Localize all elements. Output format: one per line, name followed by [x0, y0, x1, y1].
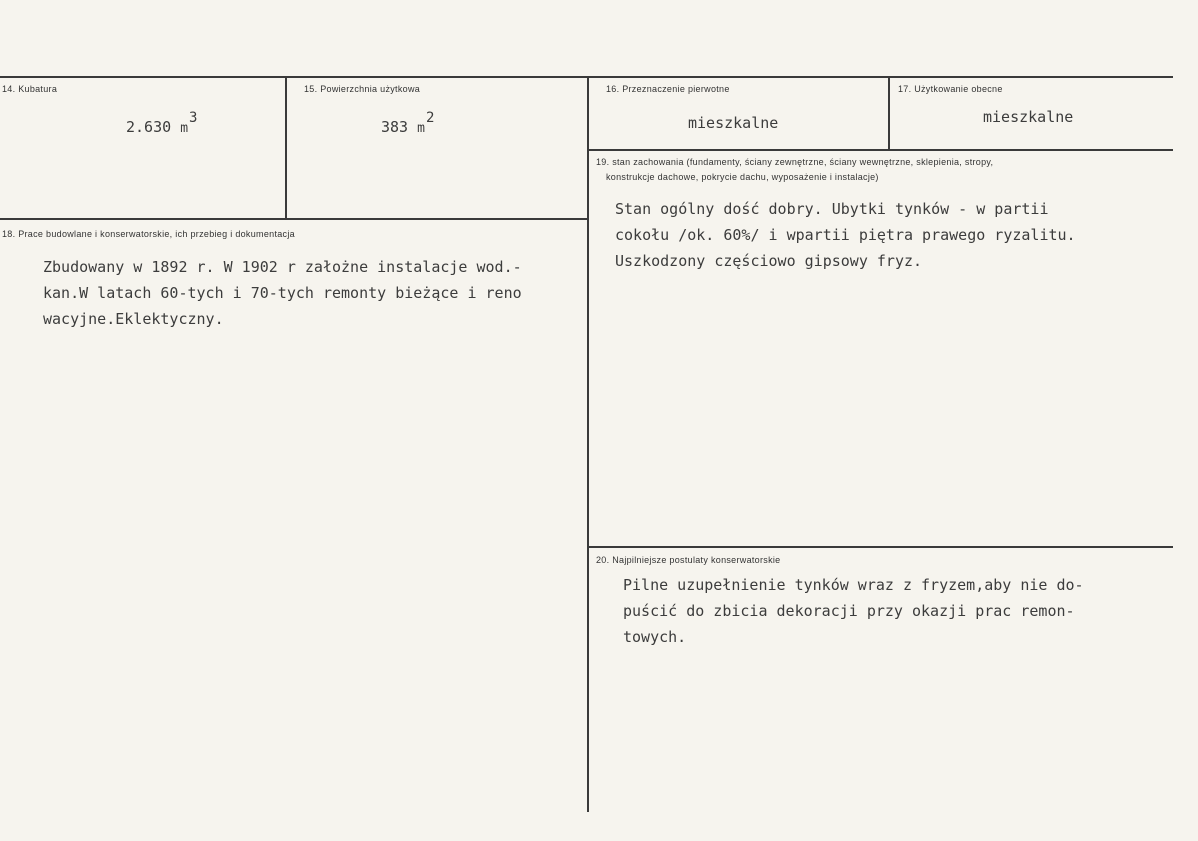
postulaty-line: towych.	[623, 628, 687, 646]
rule-above-20	[589, 546, 1173, 548]
postulaty-text	[623, 572, 1084, 650]
kubatura-label: 14. Kubatura	[2, 84, 58, 94]
uzytkowanie-value: mieszkalne	[983, 108, 1074, 126]
powierzchnia-label: 15. Powierzchnia użytkowa	[304, 84, 421, 94]
powierzchnia-value	[381, 110, 435, 136]
rule-under-16-17	[589, 149, 1173, 151]
powierzchnia-unit: m	[417, 121, 425, 136]
center-divider	[587, 76, 589, 812]
postulaty-label: 20. Najpilniejsze postulaty konserwatorskie	[596, 555, 781, 565]
przeznaczenie-label: 16. Przeznaczenie pierwotne	[606, 84, 730, 94]
prace-line: Zbudowany w 1892 r. W 1902 r założne instalacje wod.-	[43, 258, 522, 276]
powierzchnia-number: 383	[381, 118, 409, 136]
kubatura-number: 2.630	[126, 118, 172, 136]
divider-14-15	[285, 76, 287, 219]
przeznaczenie-value: mieszkalne	[688, 114, 779, 132]
postulaty-line: Pilne uzupełnienie tynków wraz z fryzem,aby nie do-	[623, 576, 1084, 594]
stan-zachowania-label-1: 19. stan zachowania (fundamenty, ściany zewnętrzne, ściany wewnętrzne, sklepienia, stropy,	[596, 157, 994, 167]
stan-line: Stan ogólny dość dobry. Ubytki tynków - w partii	[615, 200, 1049, 218]
powierzchnia-unit-exponent: 2	[425, 110, 435, 126]
stan-line: Uszkodzony częściowo gipsowy fryz.	[615, 252, 923, 270]
prace-line: kan.W latach 60-tych i 70-tych remonty bieżące i reno	[43, 284, 522, 302]
stan-line: cokołu /ok. 60%/ i wpartii piętra prawego ryzalitu.	[615, 226, 1076, 244]
kubatura-unit: m	[180, 121, 189, 136]
uzytkowanie-label: 17. Użytkowanie obecne	[898, 84, 1003, 94]
kubatura-unit-exponent: 3	[189, 110, 198, 126]
postulaty-line: puścić do zbicia dekoracji przy okazji prac remon-	[623, 602, 1075, 620]
prace-budowlane-label: 18. Prace budowlane i konserwatorskie, ich przebieg i dokumentacja	[2, 229, 295, 239]
kubatura-value	[126, 110, 198, 136]
stan-zachowania-label-2: konstrukcje dachowe, pokrycie dachu, wyposażenie i instalacje)	[606, 172, 879, 182]
prace-line: wacyjne.Eklektyczny.	[43, 310, 224, 328]
divider-16-17	[888, 76, 890, 149]
rule-above-18	[0, 218, 588, 220]
prace-budowlane-text	[43, 254, 522, 332]
stan-zachowania-text	[615, 196, 1076, 274]
